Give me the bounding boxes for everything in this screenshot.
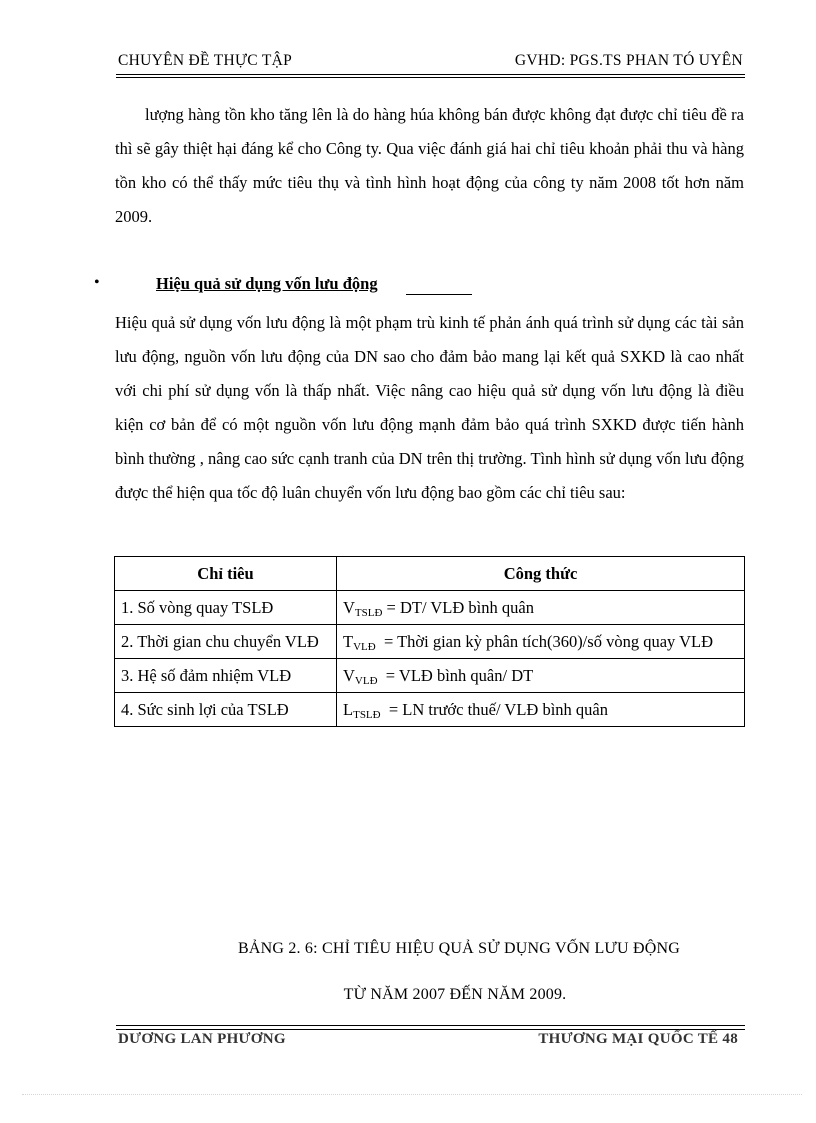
formula-subscript: VLĐ <box>354 675 378 687</box>
indicator-name: 2. Thời gian chu chuyển VLĐ <box>115 625 337 659</box>
table-row <box>115 625 745 659</box>
table-caption-line2: TỪ NĂM 2007 ĐẾN NĂM 2009. <box>343 986 567 1003</box>
table-caption-line1: BẢNG 2. 6: CHỈ TIÊU HIỆU QUẢ SỬ DỤNG VỐN LƯU ĐỘNG <box>237 940 681 957</box>
paragraph-working-capital: Hiệu quả sử dụng vốn lưu động là một phạm trù kinh tế phản ánh quá trình sử dụng các tài sản lưu động, nguồn vốn lưu động của DN sao cho đảm bảo mang lại kết quả SXKD là cao nhất với chi phí sử dụng vốn là thấp nhất. Việc nâng cao hiệu quả sử dụng vốn lưu động là điều kiện cơ bản để có một nguồn vốn lưu động mạnh đảm bảo quá trình SXKD được tiến hành bình thường , nâng cao sức cạnh tranh của DN trên thị trường. Tình hình sử dụng vốn lưu động được thể hiện qua tốc độ luân chuyển vốn lưu động bao gồm các chỉ tiêu sau: <box>115 313 744 502</box>
page-header <box>116 52 745 75</box>
footer-divider <box>116 1025 745 1026</box>
bullet-icon: • <box>94 274 100 291</box>
header-formula: Công thức <box>337 557 745 591</box>
formula-expression: = DT/ VLĐ bình quân <box>382 598 534 617</box>
formula-expression: = Thời gian kỳ phân tích(360)/số vòng quay VLĐ <box>375 632 714 651</box>
formula-subscript: VLĐ <box>353 641 376 653</box>
indicator-formula <box>337 659 745 693</box>
formula-subscript: TSLĐ <box>354 607 383 619</box>
formula-subscript: TSLĐ <box>353 709 381 721</box>
formula-symbol: L <box>343 700 354 719</box>
formula-symbol: V <box>343 598 355 617</box>
table-row <box>115 693 745 727</box>
formula-expression: = VLĐ bình quân/ DT <box>377 666 534 685</box>
indicator-formula <box>337 625 745 659</box>
section-heading <box>94 274 744 300</box>
title-underline-extension <box>406 294 472 295</box>
header-course-title: CHUYÊN ĐỀ THỰC TẬP <box>118 52 293 69</box>
header-divider <box>116 77 745 78</box>
formula-symbol: T <box>343 632 354 651</box>
indicator-name: 1. Số vòng quay TSLĐ <box>115 591 337 625</box>
footer-divider-inner <box>116 1029 745 1030</box>
footer-author: DƯƠNG LAN PHƯƠNG <box>118 1031 286 1047</box>
header-indicator: Chỉ tiêu <box>115 557 337 591</box>
table-row <box>115 591 745 625</box>
indicator-name: 4. Sức sinh lợi của TSLĐ <box>115 693 337 727</box>
table-header-row <box>115 557 745 591</box>
paragraph-inventory: lượng hàng tồn kho tăng lên là do hàng húa không bán được không đạt được chỉ tiêu đề ra thì sẽ gây thiệt hại đáng kể cho Công ty. Qua việc đánh giá hai chỉ tiêu khoản phải thu và hàng tồn kho có thể thấy mức tiêu thụ và tình hình hoạt động của công ty năm 2008 tốt hơn năm 2009. <box>115 105 744 226</box>
indicator-formula <box>337 693 745 727</box>
formula-expression: = LN trước thuế/ VLĐ bình quân <box>380 700 608 719</box>
table-row <box>115 659 745 693</box>
footer-department: THƯƠNG MẠI QUỐC TẾ 48 <box>538 1031 738 1047</box>
indicator-name: 3. Hệ số đảm nhiệm VLĐ <box>115 659 337 693</box>
header-supervisor: GVHD: PGS.TS PHAN TÓ UYÊN <box>514 52 743 69</box>
formula-symbol: V <box>343 666 355 685</box>
section-title: Hiệu quả sử dụng vốn lưu động <box>156 274 378 293</box>
page-bottom-dotted-line <box>22 1094 802 1095</box>
indicator-formula <box>337 591 745 625</box>
indicator-formula-table <box>114 556 745 727</box>
